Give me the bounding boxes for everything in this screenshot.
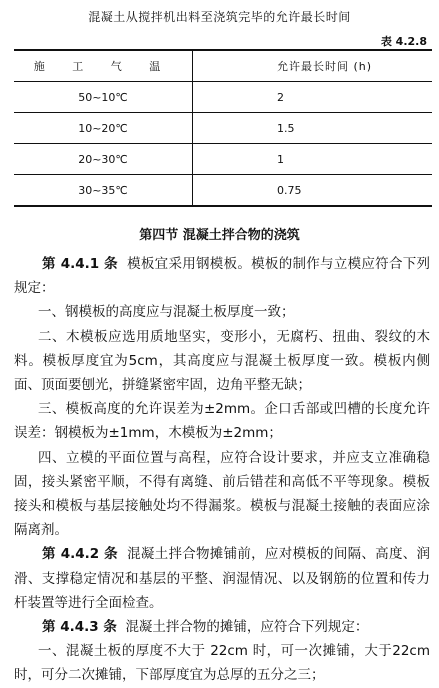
table-cell: 1.5 — [193, 113, 433, 144]
table-cell: 1 — [193, 144, 433, 175]
article-number: 第 4.4.2 条 — [42, 546, 118, 563]
table-cell: 20~30℃ — [14, 144, 193, 175]
paragraph — [14, 446, 430, 543]
paragraph-text: 一、钢模板的高度应与混凝土板厚度一致； — [38, 304, 295, 321]
paragraph — [14, 325, 430, 398]
table-header-row — [14, 50, 432, 82]
table-row — [14, 144, 432, 175]
paragraph-text: 混凝土拌合物摊铺前，应对模板的间隔、高度、润滑、支撑稳定情况和基层的平整、润湿情况、以及钢筋的位置和传力杆装置等进行全面检查。 — [14, 546, 431, 611]
paragraph — [14, 639, 430, 687]
table-cell: 0.75 — [193, 175, 433, 207]
paragraph — [14, 300, 430, 324]
paragraph — [14, 252, 430, 300]
paragraph-text: 四、立模的平面位置与高程，应符合设计要求，并应支立准确稳固，接头紧密平顺，不得有离缝、前后错茬和高低不平等现象。模板接头和模板与基层接触处均不得漏浆。模板与混凝土接触的表面应涂隔离剂。 — [14, 449, 430, 539]
header-max-time: 允许最长时间 (h) — [193, 50, 433, 82]
table-cell: 30~35℃ — [14, 175, 193, 207]
table-title: 混凝土从搅拌机出料至浇筑完毕的允许最长时间 — [88, 10, 351, 24]
paragraph — [14, 397, 430, 445]
paragraph — [14, 542, 430, 615]
data-table — [14, 49, 432, 207]
article-number: 第 4.4.3 条 — [42, 619, 117, 636]
table-cell: 2 — [193, 82, 433, 113]
header-temperature: 施 工 气 温 — [14, 50, 193, 82]
body-text — [14, 252, 430, 688]
table-row — [14, 82, 432, 113]
table-cell: 50~10℃ — [14, 82, 193, 113]
paragraph-text: 混凝土拌合物的摊铺，应符合下列规定： — [125, 619, 369, 636]
section-heading: 第四节 混凝土拌合物的浇筑 — [139, 228, 300, 243]
paragraph-text: 模板宜采用钢模板。模板的制作与立模应符合下列规定： — [14, 256, 431, 297]
table-row — [14, 113, 432, 144]
paragraph-text: 一、混凝土板的厚度不大于 22cm 时，可一次摊铺，大于22cm 时，可分二次摊铺，下部厚度宜为总厚的五分之三； — [14, 643, 430, 684]
table-row — [14, 175, 432, 207]
table-number: 表 4.2.8 — [380, 35, 427, 48]
table-cell: 10~20℃ — [14, 113, 193, 144]
article-number: 第 4.4.1 条 — [42, 256, 118, 272]
paragraph-text: 二、木模板应选用质地坚实，变形小，无腐朽、扭曲、裂纹的木料。模板厚度宜为5cm，其高度应与混凝土板厚度一致。模板内侧面、顶面要刨光，拼缝紧密牢固，边角平整无缺； — [14, 328, 430, 394]
paragraph-text: 三、模板高度的允许误差为±2mm。企口舌部或凹槽的长度允许误差：钢模板为±1mm，木模板为±2mm； — [14, 401, 430, 442]
